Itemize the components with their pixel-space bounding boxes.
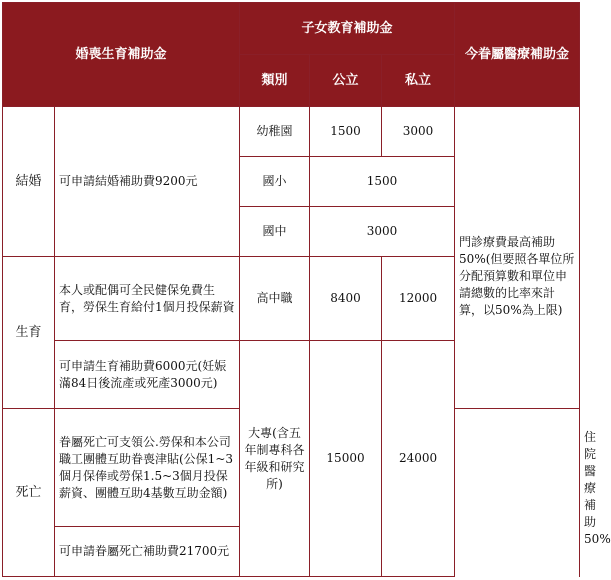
edu-category-kindergarten: 幼稚園 [240,107,310,157]
benefits-table: 婚喪生育補助金 子女教育補助金 今眷屬醫療補助金 類別 公立 私立 結婚 可申請結婚補助費9200元 幼稚園 1500 3000 門診療費最高補助50%(但要照各單位所分配預算數和單位申請總數的比率來計算，以50%為上限) 國小 1500 國中 3000 生育 本人或配偶可全民健保免費生育，勞保生育給付1個月投保薪資 高中職 8400 12000 可申請生育補助費6000元(妊娠滿84日後流產或死產3000元) 大專(含五年制專科各年級和研究所) 15000 24000 住院醫療補助50% 死亡 眷屬死亡可支領公.勞保和本公司職工團體互助眷喪津貼(公保1~3個月保俸或勞保1.5~3個月投保薪資、團體互助4基數互助金額) 可申請眷屬死亡補助費21700元 [2,2,580,577]
header-public: 公立 [310,55,382,107]
marriage-detail: 可申請結婚補助費9200元 [55,107,240,257]
edu-private-college: 24000 [382,341,455,577]
medical-outpatient: 門診療費最高補助50%(但要照各單位所分配預算數和單位申請總數的比率來計算，以50%為上限) [455,107,580,409]
edu-amount-elementary: 1500 [310,157,455,207]
edu-private-kindergarten: 3000 [382,107,455,157]
birth-detail-insurance: 本人或配偶可全民健保免費生育，勞保生育給付1個月投保薪資 [55,257,240,341]
birth-detail-subsidy: 可申請生育補助費6000元(妊娠滿84日後流產或死產3000元) [55,341,240,409]
edu-amount-junior-high: 3000 [310,207,455,257]
header-category: 類別 [240,55,310,107]
row-label-marriage: 結婚 [3,107,55,257]
edu-category-elementary: 國小 [240,157,310,207]
header-dependent-medical: 今眷屬醫療補助金 [455,3,580,107]
edu-public-kindergarten: 1500 [310,107,382,157]
edu-category-senior-high: 高中職 [240,257,310,341]
edu-category-college: 大專(含五年制專科各年級和研究所) [240,341,310,577]
death-detail-subsidy: 可申請眷屬死亡補助費21700元 [55,527,240,577]
edu-public-senior-high: 8400 [310,257,382,341]
header-private: 私立 [382,55,455,107]
death-detail-allowance: 眷屬死亡可支領公.勞保和本公司職工團體互助眷喪津貼(公保1~3個月保俸或勞保1.5~3個月投保薪資、團體互助4基數互助金額) [55,409,240,527]
row-label-birth: 生育 [3,257,55,409]
edu-private-senior-high: 12000 [382,257,455,341]
row-label-death: 死亡 [3,409,55,577]
edu-category-junior-high: 國中 [240,207,310,257]
header-child-education: 子女教育補助金 [240,3,455,55]
edu-public-college: 15000 [310,341,382,577]
header-marriage-birth-death: 婚喪生育補助金 [3,3,240,107]
